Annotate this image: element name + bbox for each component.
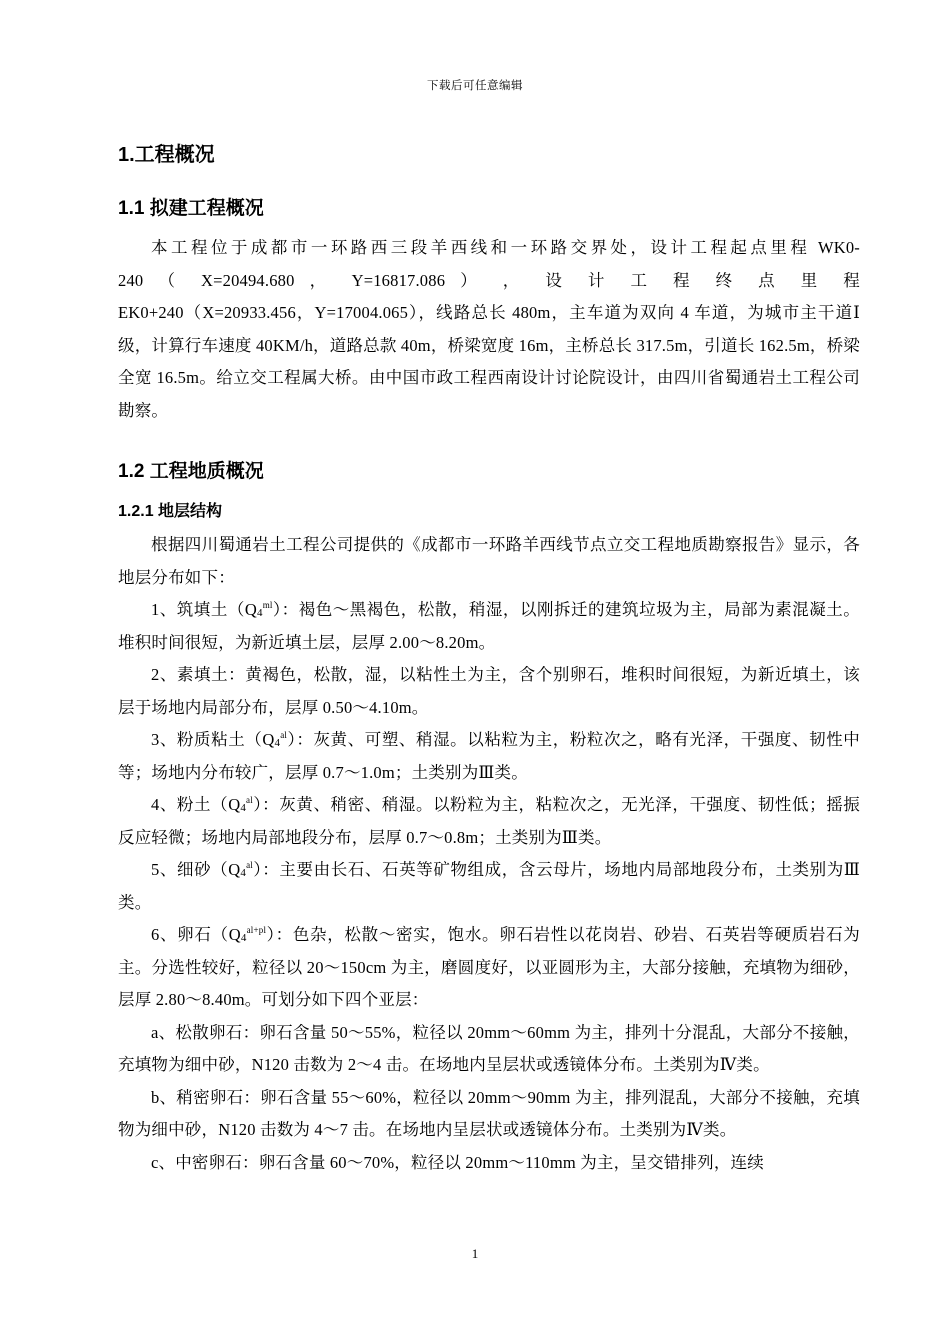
layer-prefix: 3、粉质粘土（Q (151, 730, 275, 749)
layer-text: ）：主要由长石、石英等矿物组成，含云母片，场地内局部地段分布，土类别为Ⅲ类。 (118, 860, 860, 912)
layer-subscript: 4 (240, 802, 247, 814)
layer-prefix: 2、素填土：黄褐色，松散，湿，以粘性土为主，含个别卵石，堆积时间很短，为新近填土，该层于场地内局部分布，层厚 0.50～4.10m。 (118, 665, 860, 717)
layer-paragraph (118, 854, 860, 919)
layer-text: ）：灰黄、稍密、稍湿。以粉粒为主，粘粒次之，无光泽，干强度、韧性低；摇振反应轻微；场地内局部地段分布，层厚 0.7～0.8m；土类别为Ⅲ类。 (118, 795, 860, 847)
layer-subscript: 4 (256, 607, 263, 619)
layer-superscript: ml (262, 600, 273, 610)
layer-subscript: 4 (240, 932, 247, 944)
subsubsection-title-strata: 1.2.1 地层结构 (118, 503, 223, 520)
layer-subscript: 4 (240, 867, 247, 879)
section-title: 1.工程概况 (118, 144, 215, 166)
layer-text: ）：褐色～黑褐色，松散，稍湿，以刚拆迁的建筑垃圾为主，局部为素混凝土。堆积时间很短，为新近填土层，层厚 2.00～8.20m。 (118, 600, 860, 652)
strata-intro-paragraph: 根据四川蜀通岩土工程公司提供的《成都市一环路羊西线节点立交工程地质勘察报告》显示，各地层分布如下： (118, 535, 860, 587)
layer-text: ）：色杂，松散～密实，饱水。卵石岩性以花岗岩、砂岩、石英岩等硬质岩石为主。分选性较好，粒径以 20～150cm 为主，磨圆度好，以亚圆形为主，大部分接触，充填物为细砂，层厚 2.80～8.40m。可划分如下四个亚层： (118, 925, 861, 1009)
layer-subscript: 4 (274, 737, 281, 749)
sublayer-paragraph: b、稍密卵石：卵石含量 55～60%，粒径以 20mm～90mm 为主，排列混乱，大部分不接触，充填物为细中砂，N120 击数为 4～7 击。在场地内呈层状或透镜体分布。土类别为Ⅳ类。 (118, 1087, 860, 1139)
layer-paragraph (118, 919, 860, 1017)
header-note: 下载后可任意编辑 (427, 78, 523, 92)
layer-prefix: 4、粉土（Q (151, 795, 241, 814)
layer-paragraph (118, 659, 860, 724)
layer-paragraph (118, 724, 860, 789)
sublayer-paragraph: c、中密卵石：卵石含量 60～70%，粒径以 20mm～110mm 为主，呈交错排列，连续 (151, 1152, 764, 1172)
overview-paragraph-rest: EK0+240（X=20933.456，Y=17004.065），线路总长 480m，主车道为双向 4 车道，为城市主干道Ⅰ级，计算行车速度 40KM/h，道路总款 40m，桥梁宽度 16m，主桥总长 317.5m，引道长 162.5m，桥梁全宽 16.5m。给立交工程属大桥。由中国市政工程西南设计讨论院设计，由四川省蜀通岩土工程公司勘察。 (118, 303, 860, 420)
layer-superscript: al (246, 795, 253, 805)
layer-prefix: 1、筑填土（Q (151, 600, 257, 619)
layer-superscript: al (246, 860, 254, 870)
subsection-title-overview: 1.1 拟建工程概况 (118, 198, 264, 219)
page-number: 1 (471, 1246, 479, 1261)
layer-superscript: al+pl (246, 925, 267, 935)
layer-paragraph (118, 594, 860, 659)
layer-superscript: al (280, 730, 288, 740)
layer-paragraph (118, 789, 860, 854)
layer-text: ）：灰黄、可塑、稍湿。以粘粒为主，粉粒次之，略有光泽，干强度、韧性中等；场地内分布较广，层厚 0.7～1.0m；土类别为Ⅲ类。 (118, 730, 860, 782)
document-body (118, 138, 860, 1179)
subsection-title-geology: 1.2 工程地质概况 (118, 461, 264, 482)
layer-prefix: 6、卵石（Q (151, 925, 241, 944)
overview-paragraph-line1: 本工程位于成都市一环路西三段羊西线和一环路交界处，设计工程起点里程 WK0- (151, 238, 860, 257)
layer-prefix: 5、细砂（Q (151, 860, 241, 879)
overview-paragraph-line2: 240 （ X=20494.680 ， Y=16817.086 ） ， 设 计 工 程 终 点 里 程 (118, 270, 860, 290)
sublayer-paragraph: a、松散卵石：卵石含量 50～55%，粒径以 20mm～60mm 为主，排列十分混乱，大部分不接触，充填物为细中砂，N120 击数为 2～4 击。在场地内呈层状或透镜体分布。土类别为Ⅳ类。 (118, 1022, 860, 1074)
